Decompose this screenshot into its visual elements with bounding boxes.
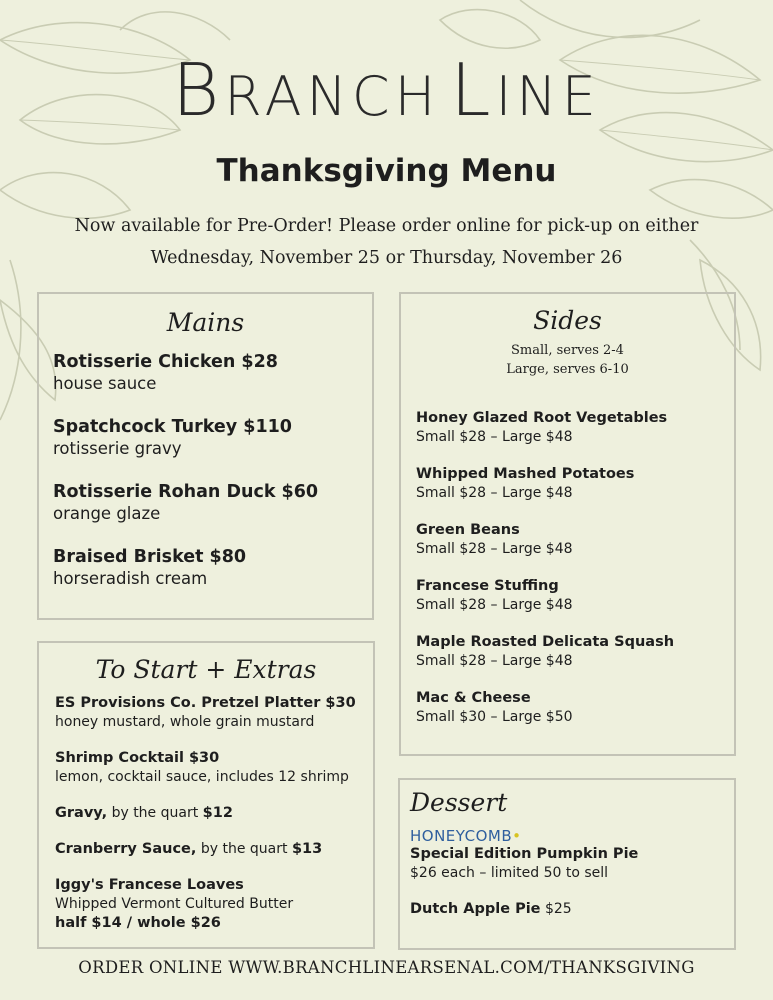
starter-item-price: $12 (202, 805, 233, 821)
side-item (416, 689, 734, 727)
dessert-heading: Dessert (410, 788, 508, 817)
dessert-item-desc: $26 each – limited 50 to sell (410, 865, 609, 881)
size-note-small: Small, serves 2-4 (511, 343, 624, 358)
side-item-name: Mac & Cheese (416, 690, 531, 706)
main-item-name: Rotisserie Rohan Duck $60 (53, 482, 319, 502)
dessert-section (398, 778, 736, 950)
starter-item-qty: by the quart (107, 805, 203, 821)
side-item (416, 465, 734, 503)
main-item-desc: rotisserie gravy (53, 439, 182, 458)
side-item-name: Honey Glazed Root Vegetables (416, 410, 668, 426)
starter-item (55, 749, 373, 787)
starter-item-name: Iggy's Francese Loaves (55, 877, 244, 893)
main-item-name: Rotisserie Chicken $28 (53, 352, 278, 372)
starters-section (37, 641, 375, 949)
brand-logo: BRANCH LINE (172, 48, 601, 132)
mains-section (37, 292, 374, 620)
starter-item-qty: by the quart (196, 841, 292, 857)
starter-item-name: ES Provisions Co. Pretzel Platter $30 (55, 695, 356, 711)
starter-item-desc: honey mustard, whole grain mustard (55, 714, 315, 730)
starter-item (55, 694, 373, 732)
dessert-item-name: Special Edition Pumpkin Pie (410, 846, 639, 862)
starter-item (55, 804, 373, 823)
preorder-notice (40, 210, 733, 274)
sides-section (399, 292, 736, 756)
side-item-name: Green Beans (416, 522, 520, 538)
main-item-name: Braised Brisket $80 (53, 547, 247, 567)
main-item-desc: horseradish cream (53, 569, 208, 588)
main-item (53, 546, 372, 590)
main-item (53, 481, 372, 525)
side-item (416, 409, 734, 447)
side-item-name: Maple Roasted Delicata Squash (416, 634, 675, 650)
order-online-link[interactable]: ORDER ONLINE WWW.BRANCHLINEARSENAL.COM/THANKSGIVING (78, 958, 695, 977)
dessert-item-name: Dutch Apple Pie (410, 901, 541, 917)
mains-heading: Mains (166, 308, 245, 337)
size-note-large: Large, serves 6-10 (506, 362, 629, 377)
starter-item-desc: Whipped Vermont Cultured Butter (55, 896, 294, 912)
starters-heading: To Start + Extras (95, 655, 317, 684)
main-item (53, 351, 372, 395)
starter-item (55, 840, 373, 859)
starter-item-name: Cranberry Sauce, (55, 841, 197, 857)
side-item (416, 633, 734, 671)
starter-item-price: half $14 / whole $26 (55, 915, 221, 931)
preorder-notice-line: Now available for Pre-Order! Please order online for pick-up on either (74, 216, 699, 236)
starter-item (55, 876, 373, 933)
side-item-name: Whipped Mashed Potatoes (416, 466, 635, 482)
side-item-price: Small $28 – Large $48 (416, 653, 573, 669)
page-title: Thanksgiving Menu (216, 153, 557, 189)
side-item (416, 521, 734, 559)
side-item-price: Small $28 – Large $48 (416, 429, 573, 445)
sides-heading: Sides (533, 306, 602, 335)
starter-item-desc: lemon, cocktail sauce, includes 12 shrimp (55, 769, 349, 785)
main-item-desc: orange glaze (53, 504, 161, 523)
preorder-dates-line: Wednesday, November 25 or Thursday, November 26 (150, 248, 623, 268)
side-item-price: Small $28 – Large $48 (416, 541, 573, 557)
side-item (416, 577, 734, 615)
side-item-price: Small $28 – Large $48 (416, 485, 573, 501)
starter-item-price: $13 (291, 841, 323, 857)
side-item-price: Small $30 – Large $50 (416, 709, 573, 725)
side-item-name: Francese Stuffing (416, 578, 559, 594)
starter-item-name: Gravy, (55, 805, 108, 821)
dessert-item-price: $25 (540, 901, 572, 917)
dessert-item (410, 900, 734, 919)
side-item-price: Small $28 – Large $48 (416, 597, 573, 613)
main-item-desc: house sauce (53, 374, 157, 393)
starter-item-name: Shrimp Cocktail $30 (55, 750, 220, 766)
main-item-name: Spatchcock Turkey $110 (53, 417, 292, 437)
honeycomb-logo-text: HONEYCOMB (410, 827, 513, 845)
main-item (53, 416, 372, 460)
honeycomb-logo: HONEYCOMB• (410, 827, 522, 845)
